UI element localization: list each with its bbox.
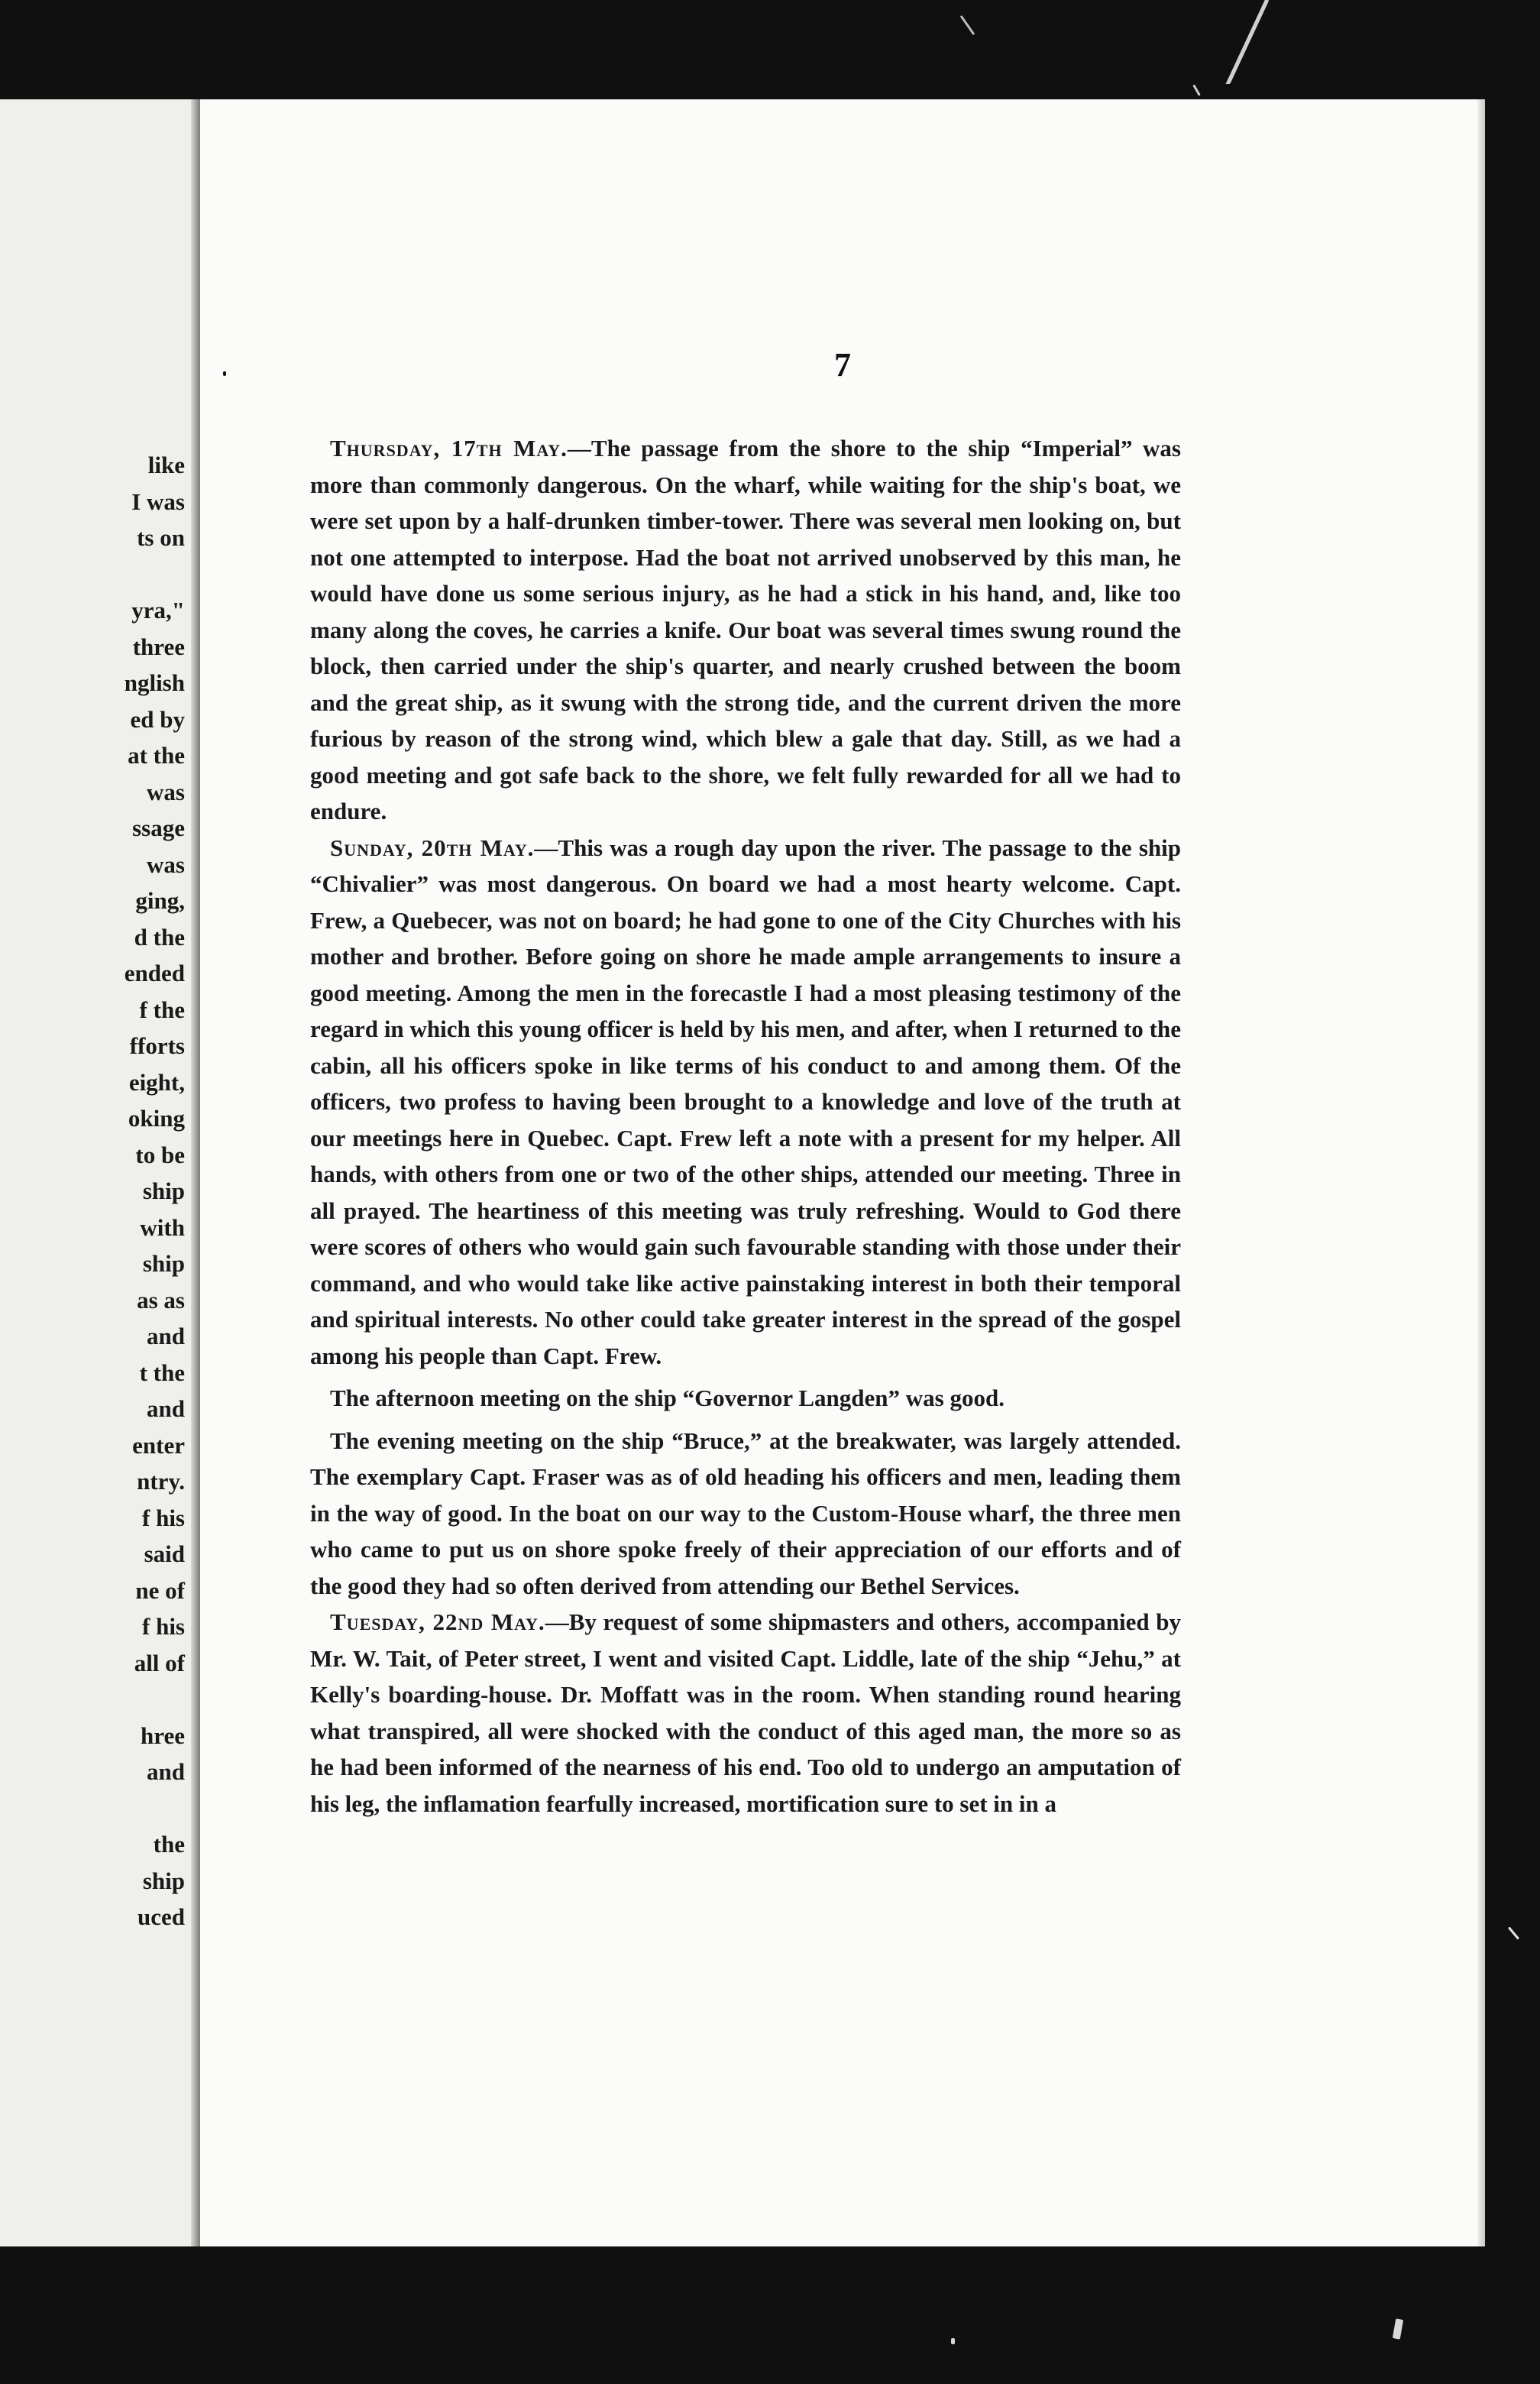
previous-page-line: t the [139, 1359, 185, 1386]
previous-page-line: like [147, 452, 185, 478]
previous-page-line: ship [142, 1250, 185, 1277]
previous-page-line: eight, [128, 1068, 185, 1096]
previous-page-line: ended [124, 960, 185, 986]
paragraph-afternoon-meeting [310, 1380, 1181, 1417]
paragraph-text: The evening meeting on the ship “Bruce,” at the breakwater, was largely attended. The exemplary Capt. Fraser was as of old heading his officers and men, leading them in the way of good. In the boat on our way to the Custom-House wharf, the three men who came to put us on shore spoke freely of their appreciation of our efforts and of the good they had so often derived from attending our Bethel Services. [310, 1427, 1181, 1599]
document-page [200, 99, 1485, 2246]
previous-page-line: ship [142, 1867, 185, 1894]
previous-page-line: ssage [132, 815, 185, 841]
previous-page-line: I was [131, 487, 185, 515]
previous-page-line: was [147, 778, 185, 805]
previous-page-line: and [147, 1395, 185, 1422]
scan-speck [960, 15, 975, 35]
previous-page-line: nglish [124, 669, 185, 696]
previous-page-line: the [153, 1831, 185, 1858]
entry-date: Tuesday, 22nd May. [330, 1608, 545, 1635]
previous-page-line: ts on [137, 524, 185, 551]
previous-page-line [125, 556, 185, 593]
entry-date: Sunday, 20th May. [330, 834, 535, 861]
paragraph-text: —By request of some shipmasters and others, accompanied by Mr. W. Tait, of Peter street, I went and visited Capt. Liddle, late of the ship “Jehu,” at Kelly's boarding-house. Dr. Moffatt was in the room. When standing round hearing what transpired, all were shocked with the conduct of this aged man, the more so as he had been informed of the nearness of his end. Too old to undergo an amputation of his leg, the inflamation fearfully increased, mortification sure to set in in a [310, 1608, 1181, 1817]
page-right-edge-shadow [1477, 99, 1485, 2246]
previous-page-line: f his [142, 1504, 185, 1531]
scan-speck [1157, 0, 1269, 84]
page-gutter-shadow [191, 99, 200, 2246]
paragraph-thursday [310, 430, 1181, 830]
paragraph-text: The afternoon meeting on the ship “Governor Langden” was good. [330, 1385, 1005, 1411]
previous-page-line: oking [128, 1105, 185, 1132]
page-number: 7 [834, 346, 851, 384]
previous-page-line [125, 1681, 185, 1718]
previous-page-line: at the [128, 742, 185, 769]
previous-page-line: f his [142, 1613, 185, 1640]
paragraph-evening-meeting [310, 1423, 1181, 1605]
previous-page-line: ship [142, 1177, 185, 1204]
previous-page-line: was [147, 850, 185, 878]
previous-page-line: ging, [135, 887, 185, 914]
previous-page-line: ne of [135, 1576, 185, 1604]
paragraph-text: —The passage from the shore to the ship “Imperial” was more than commonly dangerous. On the wharf, while waiting for the ship's boat, we were set upon by a half-drunken timber-tower. There was several men looking on, but not one attempted to interpose. Had the boat not arrived unobserved by this man, he would have done us some serious injury, as he had a stick in his hand, and, like too many along the coves, he carries a knife. Our boat was several times swung round the block, then carried under the ship's quarter, and nearly crushed between the boom and the great ship, as it swung with the strong tide, and the current driven the more furious by reason of the strong wind, which blew a gale that day. Still, as we had a good meeting and got safe back to the shore, we felt fully rewarded for all we had to endure. [310, 435, 1181, 824]
entry-date: Thursday, 17th May. [330, 435, 568, 462]
previous-page-line: with [140, 1213, 185, 1241]
paragraph-text: —This was a rough day upon the river. The passage to the ship “Chivalier” was most dangerous. On board we had a most hearty welcome. Capt. Frew, a Quebecer, was not on board; he had gone to one of the City Churches with his mother and brother. Before going on shore he made ample arrangements to insure a good meeting. Among the men in the forecastle I had a most pleasing testimony of the regard in which this young officer is held by his men, and after, when I returned to the cabin, all his officers spoke in like terms of his conduct to and among them. Of the officers, two profess to having been brought to a knowledge and love of the truth at our meetings here in Quebec. Capt. Frew left a note with a present for my helper. All hands, with others from one or two of the other ships, attended our meeting. Three in all prayed. The heartiness of this meeting was truly refreshing. Would to God there were scores of others who would gain such favourable standing with those under their command, and who would take like active painstaking interest in both their temporal and spiritual interests. No other could take greater interest in the spread of the gospel among his people than Capt. Frew. [310, 834, 1181, 1369]
paragraph-sunday [310, 830, 1181, 1375]
previous-page-edge [0, 99, 200, 2246]
previous-page-line: enter [132, 1431, 185, 1459]
previous-page-line: and [147, 1323, 185, 1349]
scan-speck [223, 371, 226, 376]
previous-page-line: said [144, 1540, 185, 1567]
previous-page-line: fforts [129, 1032, 185, 1059]
scan-speck [1393, 2318, 1403, 2339]
previous-page-line: all of [134, 1649, 185, 1676]
previous-page-line: uced [138, 1903, 185, 1930]
previous-page-line: f the [139, 996, 185, 1023]
scan-speck [1192, 84, 1201, 96]
paragraph-tuesday [310, 1604, 1181, 1822]
previous-page-line [125, 1790, 185, 1827]
previous-page-fragments [125, 447, 185, 1935]
body-text [310, 430, 1181, 1822]
previous-page-line: ntry. [137, 1468, 185, 1495]
scan-speck [951, 2338, 955, 2344]
scan-speck [1508, 1926, 1519, 1939]
previous-page-line: ed by [130, 705, 185, 733]
previous-page-line: three [132, 633, 185, 660]
previous-page-line: to be [135, 1141, 185, 1168]
previous-page-line: yra," [131, 597, 185, 624]
previous-page-line: as as [137, 1286, 185, 1313]
previous-page-line: d the [134, 923, 185, 951]
previous-page-line: and [147, 1758, 185, 1785]
previous-page-line: hree [141, 1722, 185, 1749]
